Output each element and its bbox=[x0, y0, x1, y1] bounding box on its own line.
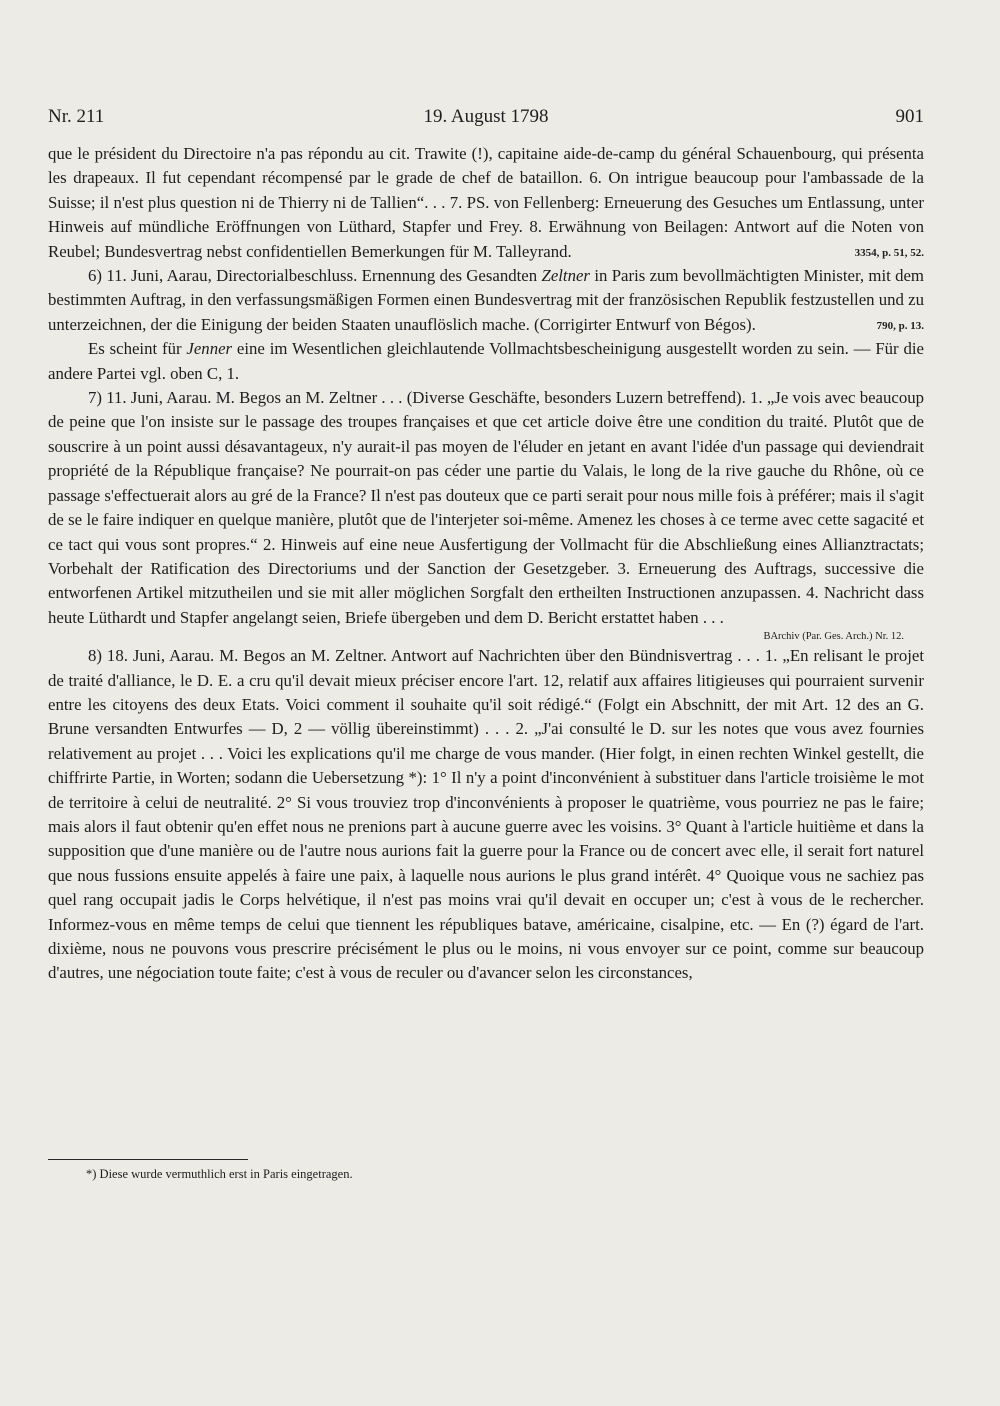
archive-reference: 3354, p. 51, 52. bbox=[854, 246, 924, 259]
footnote: *) Diese wurde vermuthlich erst in Paris eingetragen. bbox=[86, 1167, 353, 1181]
footnote-rule bbox=[48, 1159, 248, 1160]
archive-reference: 790, p. 13. bbox=[876, 319, 924, 332]
page-number: 901 bbox=[895, 106, 924, 127]
entry-8: 8) 18. Juni, Aarau. M. Begos an M. Zeltner. Antwort auf Nachrichten über den Bündnisvertrag . . . 1. „En relisant le projet de traité d'alliance, le D. E. a cru qu'il devait mieux préciser encore l'art. 12, relatif aux affaires litigieuses qui pourraient survenir entre les citoyens des deux Etats. Voici comment il souhaite qu'il soit rédigé.“ (Folgt ein Abschnitt, der mit Art. 12 des an G. Brune versandten Entwurfes — D, 2 — völlig übereinstimmt) . . . 2. „J'ai consulté le D. sur les notes que vous avez fournies relativement au projet . . . Voici les explications qu'il me charge de vous mander. (Hier folgt, in einen rechten Winkel gestellt, die chiffrirte Partie, in Worten; sodann die Uebersetzung *): 1° Il n'y a point d'inconvénient à substituer dans l'article troisième le mot de territoire à celui de neutralité. 2° Si vous trouviez trop d'inconvénients à proposer le quatrième, vous pourriez ne pas le faire; mais alors il faut obtenir qu'en effet nous ne prenions part à aucune guerre avec les voisins. 3° Quant à l'article huitième et dans la supposition que d'une manière ou de l'autre nous aurions fait la guerre pour la France ou de concert avec elle, il serait fort naturel que nous fussions ensuite appelés à faire une paix, à laquelle nous aurions le plus grand intérêt. 4° Quoique vous ne sachiez pas quel rang occupait jadis le Corps helvétique, il n'est pas moins vrai qu'il devait en occuper un; c'est à vous de le rechercher. Informez-vous en même temps de celui que tiennent les républiques batave, américaine, cisalpine, etc. — En (?) égard de l'art. dixième, nous ne pouvons vous prescrire précisément le plus ou le moins, ni vous envoyer sur ce point, comme sur beaucoup d'autres, une négociation toute faite; c'est à vous de reculer ou d'avancer selon les circonstances, bbox=[48, 646, 924, 983]
running-header bbox=[48, 102, 924, 132]
body-text bbox=[48, 142, 924, 986]
person-name: Jenner bbox=[186, 339, 233, 359]
header-date: 19. August 1798 bbox=[423, 106, 549, 127]
entry-6: 6) 11. Juni, Aarau, Directorialbeschluss. Ernennung des Gesandten Zeltner in Paris zum bevollmächtigten Minister, mit dem bestimmten Auftrag, in den verfassungsmäßigen Formen einen Bundesvertrag mit der französischen Republik festzustellen und zu unterzeichnen, der die Einigung der beiden Staaten unauflöslich mache. (Corrigirter Entwurf von Bégos). 790, p. 13. bbox=[48, 264, 924, 337]
paragraph-continuation: que le président du Directoire n'a pas répondu au cit. Trawite (!), capitaine aide-de-camp du général Schauenbourg, qui présenta les drapeaux. Il fut cependant récompensé par le grade de chef de bataillon. 6. On intrigue beaucoup pour l'ambassade de la Suisse; il n'est plus question ni de Thierry ni de Tallien“. . . 7. PS. von Fellenberg: Erneuerung des Gesuches um Entlassung, unter Hinweis auf mündliche Eröffnungen von Lüthard, Stapfer und Frey. 8. Erwähnung von Beilagen: Antwort auf die Noten von Reubel; Bundesvertrag nebst confidentiellen Bemerkungen für M. Talleyrand. 3354, p. 51, 52. bbox=[48, 142, 924, 264]
person-name: Zeltner bbox=[541, 266, 590, 286]
entry-7: 7) 11. Juni, Aarau. M. Begos an M. Zeltner . . . (Diverse Geschäfte, besonders Luzern betreffend). 1. „Je vois avec beaucoup de peine que l'on insiste sur le passage des troupes françaises et que cet article doive être une condition du traité. Plutôt que de souscrire à un point aussi désavantageux, n'y aurait-il pas moyen de l'éluder en jetant en avant l'idée d'un passage qui deviendrait propriété de la République française? Ne pourrait-on pas céder une partie du Valais, le long de la rive gauche du Rhône, où ce passage s'effectuerait alors au gré de la France? Il n'est pas douteux que ce parti serait pour nous mille fois à préférer; mais il s'agit de se le faire indiquer en quelque manière, plutôt que de l'interjeter soi-même. Amenez les choses à ce terme avec cette sagacité et ce tact qui vous sont propres.“ 2. Hinweis auf eine neue Ausfertigung der Vollmacht für die Abschließung eines Allianztractats; Vorbehalt der Ratification des Directoriums und der Sanction der Gesetzgeber. 3. Erneuerung des Auftrags, successive die entworfenen Artikel mitzutheilen und sie mit aller möglichen Sorgfalt den ertheilten Instructionen anzupassen. 4. Nachricht dass heute Lüthardt und Stapfer angelangt seien, Briefe übergeben und dem D. Bericht erstattet haben . . . bbox=[48, 388, 924, 627]
note-paragraph: Es scheint für Jenner eine im Wesentlichen gleichlautende Vollmachtsbescheinigung ausgestellt worden zu sein. — Für die andere Partei vgl. oben C, 1. bbox=[48, 339, 924, 383]
document-number: Nr. 211 bbox=[48, 106, 105, 127]
archive-reference: BArchiv (Par. Ges. Arch.) Nr. 12. bbox=[763, 631, 904, 643]
